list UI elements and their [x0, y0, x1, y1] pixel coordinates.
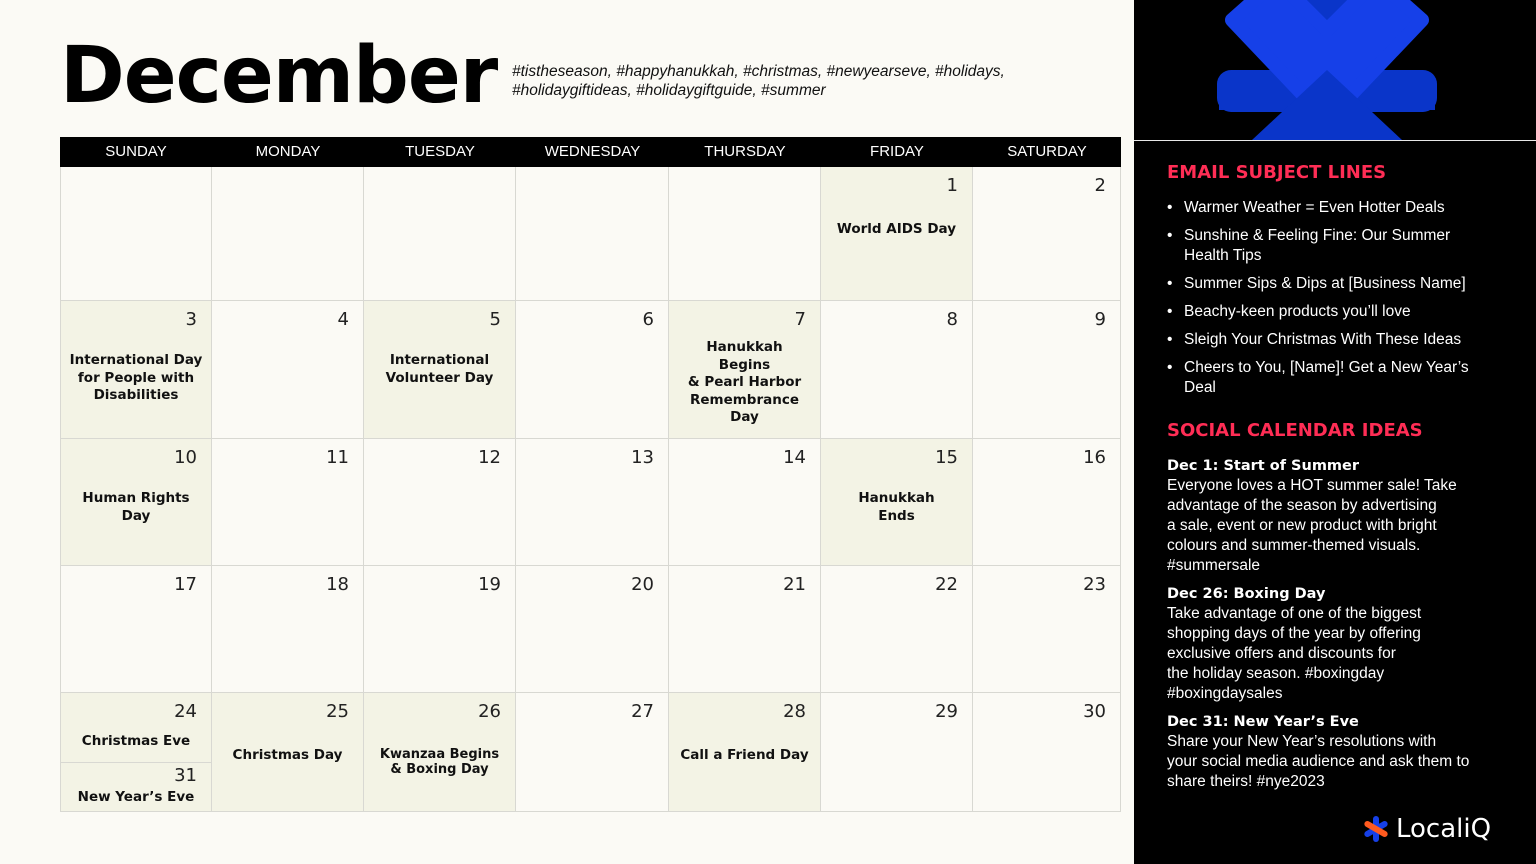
email-subject-item	[1167, 302, 1507, 322]
day-number: 28	[783, 701, 806, 722]
day-cell-4[interactable]	[212, 301, 364, 439]
event-line: Hanukkah	[858, 490, 935, 506]
social-idea-line: exclusive offers and discounts for	[1167, 645, 1396, 662]
day-number: 8	[946, 309, 958, 330]
weekday-tuesday: TUESDAY	[405, 143, 475, 160]
social-idea	[1167, 456, 1502, 576]
event-line: Kwanzaa Begins	[379, 747, 500, 762]
weekday-monday: MONDAY	[255, 143, 321, 160]
social-idea	[1167, 712, 1502, 792]
day-cell-1[interactable]	[821, 167, 973, 301]
social-idea-title: Dec 1: Start of Summer	[1167, 458, 1360, 474]
day-number: 16	[1083, 447, 1106, 468]
day-cell-empty[interactable]	[364, 167, 516, 301]
email-subject-line: • Warmer Weather = Even Hotter Deals	[1184, 199, 1445, 216]
day-number: 11	[326, 447, 349, 468]
email-subject-line: • Beachy-keen products you’ll love	[1184, 303, 1411, 320]
social-idea-line: advantage of the season by advertising	[1167, 497, 1437, 514]
day-number: 10	[174, 447, 197, 468]
day-number: 21	[783, 574, 806, 595]
brand-logo	[1362, 812, 1491, 846]
hashtags	[512, 62, 1102, 100]
day-event	[67, 789, 205, 807]
day-cell-28[interactable]	[669, 693, 821, 812]
social-idea-line: share theirs! #nye2023	[1167, 773, 1325, 790]
day-cell-3[interactable]	[60, 301, 212, 439]
event-line: International Day	[69, 352, 203, 368]
day-number: 27	[631, 701, 654, 722]
email-subject-item	[1167, 274, 1507, 294]
day-number: 22	[935, 574, 958, 595]
event-line: Christmas Eve	[81, 733, 191, 749]
day-cell-5[interactable]	[364, 301, 516, 439]
hashtags-line-2: #holidaygiftideas, #holidaygiftguide, #summer	[512, 82, 826, 99]
day-cell-29[interactable]	[821, 693, 973, 812]
day-cell-16[interactable]	[973, 439, 1121, 566]
social-idea	[1167, 584, 1502, 704]
weekday-friday: FRIDAY	[870, 143, 924, 160]
social-calendar-ideas-title: SOCIAL CALENDAR IDEAS	[1167, 420, 1423, 441]
social-idea-line: a sale, event or new product with bright	[1167, 517, 1437, 534]
localiq-star-icon	[1362, 815, 1390, 843]
day-number: 9	[1094, 309, 1106, 330]
day-cell-25[interactable]	[212, 693, 364, 812]
email-subject-line: Health Tips	[1184, 247, 1262, 264]
day-number: 23	[1083, 574, 1106, 595]
weekday-wednesday: WEDNESDAY	[544, 143, 641, 160]
email-subject-item	[1167, 358, 1507, 398]
event-line: for People with	[77, 369, 195, 386]
event-line: & Boxing Day	[390, 762, 489, 777]
weekday-saturday: SATURDAY	[1007, 143, 1087, 160]
email-subject-line: • Sleigh Your Christmas With These Ideas	[1184, 331, 1462, 348]
day-cell-23[interactable]	[973, 566, 1121, 693]
starburst-icon	[1134, 0, 1536, 140]
email-subject-item	[1167, 330, 1507, 350]
event-line: World AIDS Day	[836, 221, 957, 237]
day-cell-10[interactable]	[60, 439, 212, 566]
day-number: 29	[935, 701, 958, 722]
day-number: 12	[478, 447, 501, 468]
day-number: 30	[1083, 701, 1106, 722]
social-idea-text	[1167, 732, 1502, 792]
day-number: 19	[478, 574, 501, 595]
day-event	[218, 747, 357, 765]
logo-banner	[1134, 0, 1536, 141]
day-cell-19[interactable]	[364, 566, 516, 693]
day-cell-18[interactable]	[212, 566, 364, 693]
social-idea-line: colours and summer-themed visuals.	[1167, 537, 1421, 554]
event-line: Disabilities	[93, 387, 179, 403]
day-number: 24	[174, 701, 197, 722]
sidebar	[1134, 0, 1536, 864]
day-number: 18	[326, 574, 349, 595]
weekday-header	[60, 137, 1121, 167]
day-number: 1	[946, 175, 958, 196]
event-line: Human Rights	[82, 490, 190, 506]
day-cell-8[interactable]	[821, 301, 973, 439]
calendar-grid	[60, 137, 1121, 812]
day-cell-20[interactable]	[516, 566, 669, 693]
day-number: 6	[642, 309, 654, 330]
day-cell-22[interactable]	[821, 566, 973, 693]
day-number: 4	[337, 309, 349, 330]
event-line: Hanukkah	[706, 339, 783, 355]
email-subject-item	[1167, 198, 1507, 218]
social-idea-text	[1167, 476, 1502, 576]
day-event	[827, 490, 966, 525]
email-subject-line: • Summer Sips & Dips at [Business Name]	[1184, 275, 1466, 292]
day-cell-30[interactable]	[973, 693, 1121, 812]
social-idea-line: the holiday season. #boxingday	[1167, 665, 1385, 682]
day-cell-24[interactable]	[60, 693, 212, 812]
event-line: Begins	[718, 356, 771, 373]
social-idea-line: Take advantage of one of the biggest	[1167, 605, 1422, 622]
day-event	[67, 733, 205, 751]
social-idea-line: your social media audience and ask them to	[1167, 753, 1470, 770]
social-idea-line: #summersale	[1167, 557, 1261, 574]
event-line: Call a Friend Day	[680, 747, 809, 763]
day-cell-9[interactable]	[973, 301, 1121, 439]
weekday-sunday: SUNDAY	[105, 143, 167, 160]
event-line: Day	[730, 409, 759, 425]
day-number: 20	[631, 574, 654, 595]
day-number: 31	[174, 765, 197, 786]
brand-name: LocaliQ	[1396, 814, 1492, 844]
day-cell-6[interactable]	[516, 301, 669, 439]
day-cell-11[interactable]	[212, 439, 364, 566]
day-cell-14[interactable]	[669, 439, 821, 566]
hashtags-line-1: #tistheseason, #happyhanukkah, #christmas, #newyearseve, #holidays,	[512, 63, 1005, 80]
day-number: 2	[1094, 175, 1106, 196]
social-idea-title: Dec 26: Boxing Day	[1167, 586, 1326, 602]
month-title: December	[60, 31, 498, 121]
day-number: 3	[185, 309, 197, 330]
day-number: 26	[478, 701, 501, 722]
event-line: Remembrance	[689, 391, 800, 408]
weekday-thursday: THURSDAY	[704, 143, 786, 160]
day-cell-27[interactable]	[516, 693, 669, 812]
day-number: 13	[631, 447, 654, 468]
event-line: Christmas Day	[232, 747, 343, 763]
event-line: Volunteer Day	[385, 369, 494, 386]
day-cell-13[interactable]	[516, 439, 669, 566]
event-line: & Pearl Harbor	[687, 374, 802, 390]
day-cell-21[interactable]	[669, 566, 821, 693]
calendar-week	[60, 566, 1121, 693]
day-cell-12[interactable]	[364, 439, 516, 566]
social-idea-line: #boxingdaysales	[1167, 685, 1283, 702]
day-cell-empty[interactable]	[212, 167, 364, 301]
email-subject-line: • Sunshine & Feeling Fine: Our Summer	[1184, 227, 1451, 244]
social-idea-line: Everyone loves a HOT summer sale! Take	[1167, 477, 1457, 494]
social-idea-line: Share your New Year’s resolutions with	[1167, 733, 1437, 750]
day-number: 7	[794, 309, 806, 330]
social-idea-line: shopping days of the year by offering	[1167, 625, 1421, 642]
social-idea-title: Dec 31: New Year’s Eve	[1167, 714, 1359, 730]
day-event	[370, 352, 509, 387]
day-cell-15[interactable]	[821, 439, 973, 566]
event-line: New Year’s Eve	[77, 789, 195, 805]
day-number: 25	[326, 701, 349, 722]
day-cell-empty[interactable]	[60, 167, 212, 301]
day-number: 17	[174, 574, 197, 595]
cell-divider	[61, 762, 211, 763]
day-cell-empty[interactable]	[516, 167, 669, 301]
day-event	[675, 747, 814, 765]
day-number: 14	[783, 447, 806, 468]
day-cell-empty[interactable]	[669, 167, 821, 301]
day-number: 15	[935, 447, 958, 468]
email-subject-list	[1167, 198, 1507, 406]
event-line: Ends	[878, 507, 915, 524]
calendar-week	[60, 301, 1121, 439]
social-idea-text	[1167, 604, 1502, 704]
day-event	[67, 352, 205, 405]
day-event	[67, 490, 205, 525]
email-subject-lines-title: EMAIL SUBJECT LINES	[1167, 162, 1387, 183]
email-subject-line: • Cheers to You, [Name]! Get a New Year’s	[1184, 359, 1469, 376]
calendar-week	[60, 167, 1121, 301]
event-line: Day	[121, 507, 151, 524]
email-subject-item	[1167, 226, 1507, 266]
social-ideas-list	[1167, 456, 1502, 800]
calendar-week	[60, 693, 1121, 812]
day-event	[370, 747, 509, 777]
day-cell-7[interactable]	[669, 301, 821, 439]
calendar-week	[60, 439, 1121, 566]
email-subject-line: Deal	[1184, 379, 1216, 396]
day-cell-26[interactable]	[364, 693, 516, 812]
day-cell-2[interactable]	[973, 167, 1121, 301]
day-event	[827, 221, 966, 239]
day-cell-17[interactable]	[60, 566, 212, 693]
day-number: 5	[489, 309, 501, 330]
day-event	[675, 339, 814, 427]
event-line: International	[389, 352, 490, 368]
